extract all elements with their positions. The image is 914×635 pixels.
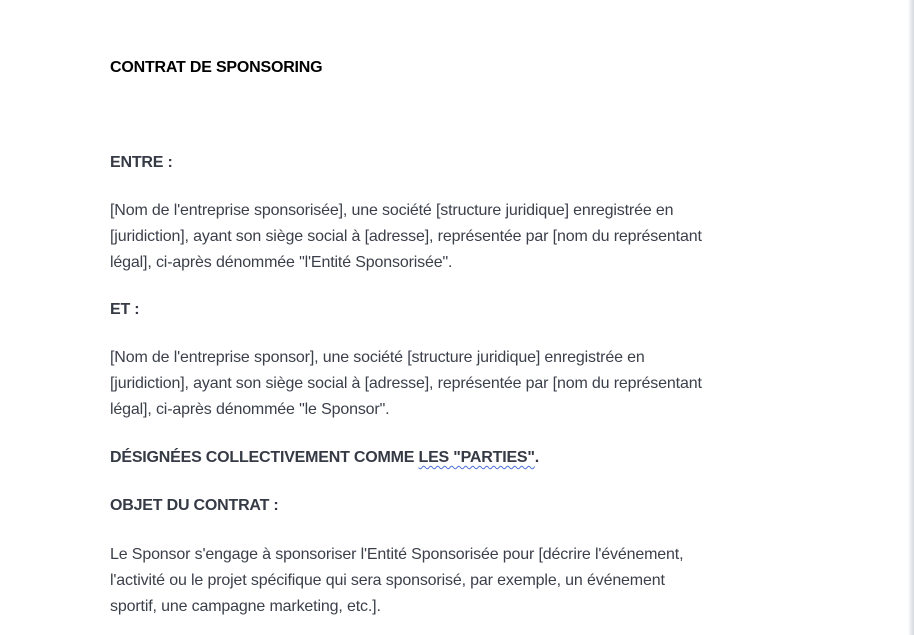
paragraph-line: [Nom de l'entreprise sponsorisée], une société [structure juridique] enregistrée en bbox=[110, 202, 674, 219]
designees-prefix: DÉSIGNÉES COLLECTIVEMENT COMME bbox=[110, 449, 419, 466]
paragraph-line: [juridiction], ayant son siège social à [adresse], représentée par [nom du représentant bbox=[110, 228, 702, 245]
spellcheck-flagged-text[interactable]: LES "PARTIES" bbox=[418, 449, 535, 466]
document-title: CONTRAT DE SPONSORING bbox=[110, 59, 323, 76]
designees-heading bbox=[110, 449, 539, 467]
paragraph-line: [juridiction], ayant son siège social à [adresse], représentée par [nom du représentant bbox=[110, 375, 702, 392]
objet-paragraph bbox=[110, 542, 683, 620]
objet-heading: OBJET DU CONTRAT : bbox=[110, 497, 279, 514]
paragraph-line: sportif, une campagne marketing, etc.]. bbox=[110, 598, 381, 615]
paragraph-line: [Nom de l'entreprise sponsor], une société [structure juridique] enregistrée en bbox=[110, 349, 645, 366]
et-heading: ET : bbox=[110, 301, 140, 318]
paragraph-line: Le Sponsor s'engage à sponsoriser l'Entité Sponsorisée pour [décrire l'événement, bbox=[110, 546, 684, 563]
paragraph-line: légal], ci-après dénommée "le Sponsor". bbox=[110, 401, 390, 418]
designees-suffix: . bbox=[534, 449, 540, 466]
party-sponsor-paragraph bbox=[110, 345, 702, 423]
page-edge-shadow bbox=[908, 0, 914, 635]
paragraph-line: l'activité ou le projet spécifique qui sera sponsorisé, par exemple, un événement bbox=[110, 572, 665, 589]
paragraph-line: légal], ci-après dénommée "l'Entité Sponsorisée". bbox=[110, 254, 453, 271]
party-sponsorisee-paragraph bbox=[110, 198, 702, 276]
entre-heading: ENTRE : bbox=[110, 154, 173, 171]
